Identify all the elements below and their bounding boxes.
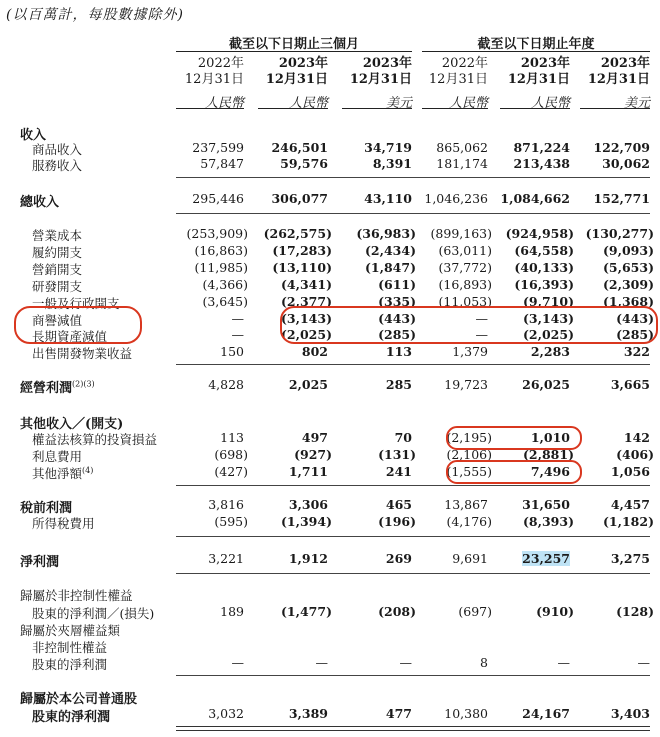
column-header-2: 2023年 12月31日 (265, 56, 328, 87)
row-general-admin: 一般及行政開支 (3,645) (2,377) (335) (11,053) (9,710) (1,368) (32, 294, 654, 311)
annotation-oval-impairment-values (280, 306, 658, 344)
currency-6: 美元 (623, 96, 650, 111)
row-goodwill-impairment: 商譽減值 — (3,143) (443) — (3,143) (443) (32, 311, 654, 328)
column-header-6: 2023年 12月31日 (587, 56, 650, 87)
currency-1: 人民幣 (204, 96, 244, 111)
mezz-label-1: 歸屬於夾層權益類 (20, 623, 121, 638)
column-header-1: 2022年 12月31日 (184, 56, 244, 87)
row-equity-method: 權益法核算的投資損益 113 497 70 (2,195) 1,010 142 (32, 430, 650, 447)
annotation-oval-impairment-labels (14, 306, 142, 344)
rule-before-op-profit (176, 364, 650, 365)
row-service-revenue: 服務收入 57,847 59,576 8,391 181,174 213,438 30,062 (32, 156, 650, 173)
row-total-revenue: 總收入 295,446 306,077 43,110 1,046,236 1,084,662 152,771 (20, 191, 650, 210)
currency-3: 美元 (385, 96, 412, 111)
row-research-development: 研發開支 (4,366) (4,341) (611) (16,893) (16,393) (2,309) (32, 277, 654, 294)
year-header-rule (422, 51, 650, 52)
row-cost-of-revenue: 營業成本 (253,909) (262,575) (36,983) (899,163) (924,958) (130,277) (32, 226, 654, 243)
nci-label: 歸屬於非控制性權益 (20, 588, 133, 603)
row-other-net: 其他淨額$^{(4)}$ (427) 1,711 241 (1,555) 7,496 1,056 (32, 464, 650, 481)
rule-before-pretax (176, 485, 650, 486)
row-marketing: 營銷開支 (11,985) (13,110) (1,847) (37,772) (40,133) (5,653) (32, 260, 654, 277)
section-other-income: 其他收入／(開支) (20, 417, 124, 432)
rule-revenue-total (176, 177, 650, 178)
row-long-term-asset-impairment: 長期資產減值 — (2,025) (285) — (2,025) (285) (32, 327, 654, 344)
annotation-oval-equity-method (446, 426, 582, 450)
three-months-header-rule (176, 51, 412, 52)
annotation-oval-other-net (446, 460, 582, 484)
rule-before-net-profit (176, 536, 650, 537)
highlighted-net-profit: 23,257 (522, 551, 570, 566)
row-nci-profit: 股東的淨利潤／(損失) 189 (1,477) (208) (697) (910) (128) (32, 604, 654, 621)
currency-5: 人民幣 (530, 96, 570, 111)
row-goods-revenue: 商品收入 237,599 246,501 34,719 865,062 871,224 122,709 (32, 140, 650, 157)
row-net-profit: 淨利潤 3,221 1,912 269 9,691 23,257 3,275 (20, 551, 650, 570)
row-income-tax: 所得稅費用 (595) (1,394) (196) (4,176) (8,393) (1,182) (32, 514, 654, 531)
currency-2: 人民幣 (288, 96, 328, 111)
currency-rule-1 (176, 108, 244, 109)
currency-4: 人民幣 (448, 96, 488, 111)
row-development-property-gain: 出售開發物業收益 150 802 113 1,379 2,283 322 (32, 344, 650, 361)
row-mezz-profit: 股東的淨利潤 — — — 8 — — (32, 655, 650, 672)
rule-after-total-revenue (176, 213, 650, 214)
row-operating-profit: 經營利潤$^{(2)(3)}$ 4,828 2,025 285 19,723 26,025 3,665 (20, 377, 650, 396)
column-header-4: 2022年 12月31日 (428, 56, 488, 87)
three-months-header: 截至以下日期止三個月 (228, 37, 359, 52)
rule-after-net-profit (176, 573, 650, 574)
column-header-5: 2023年 12月31日 (507, 56, 570, 87)
row-pretax-profit: 稅前利潤 3,816 3,306 465 13,867 31,650 4,457 (20, 497, 650, 516)
year-header: 截至以下日期止年度 (477, 37, 595, 52)
section-revenue: 收入 (20, 128, 47, 143)
column-header-3: 2023年 12月31日 (349, 56, 412, 87)
currency-rule-5 (500, 108, 570, 109)
row-common-profit: 股東的淨利潤 3,032 3,389 477 10,380 24,167 3,403 (32, 706, 650, 725)
common-label: 歸屬於本公司普通股 (20, 692, 138, 707)
mezz-label-2: 非控制性權益 (32, 640, 108, 655)
currency-rule-3 (342, 108, 412, 109)
row-interest-expense: 利息費用 (698) (927) (131) (2,106) (2,881) (406) (32, 447, 654, 464)
currency-rule-2 (258, 108, 328, 109)
currency-rule-6 (580, 108, 650, 109)
rule-before-common (176, 675, 650, 676)
double-rule-bottom (176, 726, 650, 731)
unit-note: (以百萬計，每股數據除外) (6, 7, 184, 23)
row-fulfillment: 履約開支 (16,863) (17,283) (2,434) (63,011) (64,558) (9,093) (32, 243, 654, 260)
currency-rule-4 (422, 108, 488, 109)
